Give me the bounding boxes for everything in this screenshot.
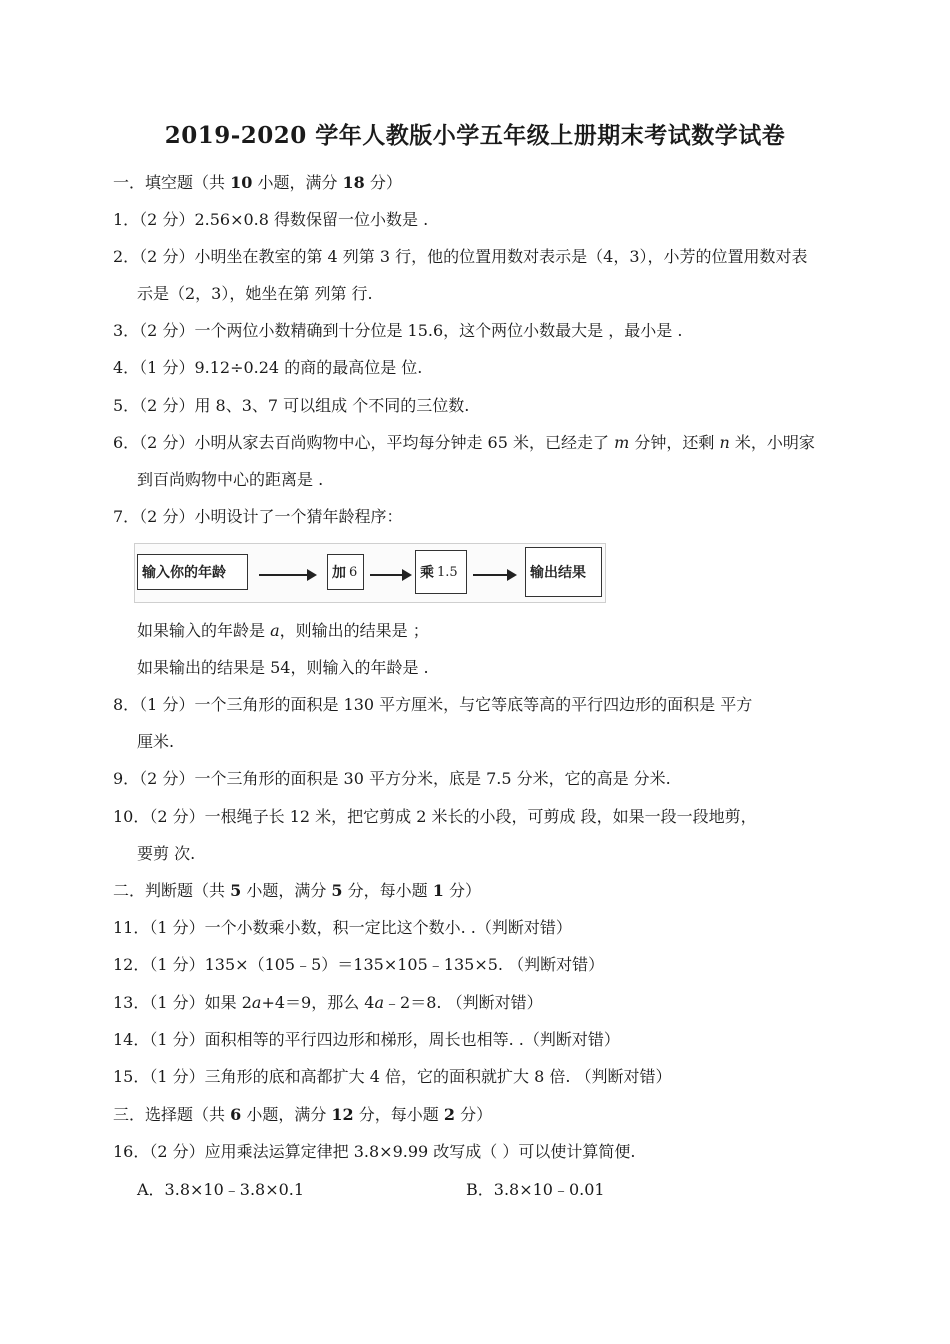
flow-arrow-3	[473, 574, 515, 576]
section-1-heading: 一．填空题（共 10 小题，满分 18 分）	[113, 173, 402, 192]
question-5: 5．（2 分）用 8、3、7 可以组成 个不同的三位数.	[113, 396, 470, 415]
flow-box-output: 输出结果	[525, 547, 602, 597]
question-8-line-2: 厘米.	[137, 732, 175, 751]
flow-box-multiply: 乘 1.5	[415, 550, 467, 594]
question-2-line-1: 2．（2 分）小明坐在教室的第 4 列第 3 行，他的位置用数对表示是（4，3），小芳的位置用数对表	[113, 247, 808, 266]
flow-arrow-2	[370, 574, 410, 576]
question-3: 3．（2 分）一个两位小数精确到十分位是 15.6，这个两位小数最大是 ，最小是 .	[113, 321, 683, 340]
question-13: 13．（1 分）如果 2a+4＝9，那么 4a﹣2＝8. （判断对错）	[113, 993, 543, 1012]
question-10-line-2: 要剪 次.	[137, 844, 196, 863]
section-3-heading: 三．选择题（共 6 小题，满分 12 分，每小题 2 分）	[113, 1105, 493, 1124]
question-7-part-b: 如果输出的结果是 54，则输入的年龄是 .	[137, 658, 429, 677]
question-10-line-1: 10．（2 分）一根绳子长 12 米，把它剪成 2 米长的小段，可剪成 段，如果一段一段地剪，	[113, 807, 757, 826]
flow-box-add: 加 6	[327, 554, 364, 590]
question-1: 1．（2 分）2.56×0.8 得数保留一位小数是 .	[113, 210, 429, 229]
flow-arrow-1	[259, 574, 315, 576]
question-15: 15．（1 分）三角形的底和高都扩大 4 倍，它的面积就扩大 8 倍. （判断对错）	[113, 1067, 672, 1086]
section-2-heading: 二．判断题（共 5 小题，满分 5 分，每小题 1 分）	[113, 881, 481, 900]
flow-box-input: 输入你的年龄	[137, 554, 248, 590]
age-program-flowchart	[134, 543, 606, 603]
question-4: 4．（1 分）9.12÷0.24 的商的最高位是 位.	[113, 358, 423, 377]
question-6-line-2: 到百尚购物中心的距离是 .	[137, 470, 324, 489]
question-6-line-1: 6．（2 分）小明从家去百尚购物中心，平均每分钟走 65 米，已经走了 m 分钟，还剩 n 米，小明家	[113, 433, 815, 452]
question-11: 11．（1 分）一个小数乘小数，积一定比这个数小. .（判断对错）	[113, 918, 572, 937]
question-14: 14．（1 分）面积相等的平行四边形和梯形，周长也相等. .（判断对错）	[113, 1030, 620, 1049]
question-7: 7．（2 分）小明设计了一个猜年龄程序：	[113, 507, 403, 526]
question-16: 16．（2 分）应用乘法运算定律把 3.8×9.99 改写成（ ）可以使计算简便.	[113, 1142, 636, 1161]
question-8-line-1: 8．（1 分）一个三角形的面积是 130 平方厘米，与它等底等高的平行四边形的面积是 平方	[113, 695, 753, 714]
question-12: 12．（1 分）135×（105﹣5）＝135×105﹣135×5. （判断对错）	[113, 955, 605, 974]
question-16-option-b: B．3.8×10﹣0.01	[466, 1180, 605, 1199]
question-2-line-2: 示是（2，3），她坐在第 列第 行.	[137, 284, 373, 303]
question-9: 9．（2 分）一个三角形的面积是 30 平方分米，底是 7.5 分米，它的高是 分米.	[113, 769, 671, 788]
question-7-part-a: 如果输入的年龄是 a，则输出的结果是 ；	[137, 621, 429, 640]
question-16-option-a: A．3.8×10﹣3.8×0.1	[137, 1180, 305, 1199]
page-title: 2019-2020 学年人教版小学五年级上册期末考试数学试卷	[164, 122, 786, 149]
